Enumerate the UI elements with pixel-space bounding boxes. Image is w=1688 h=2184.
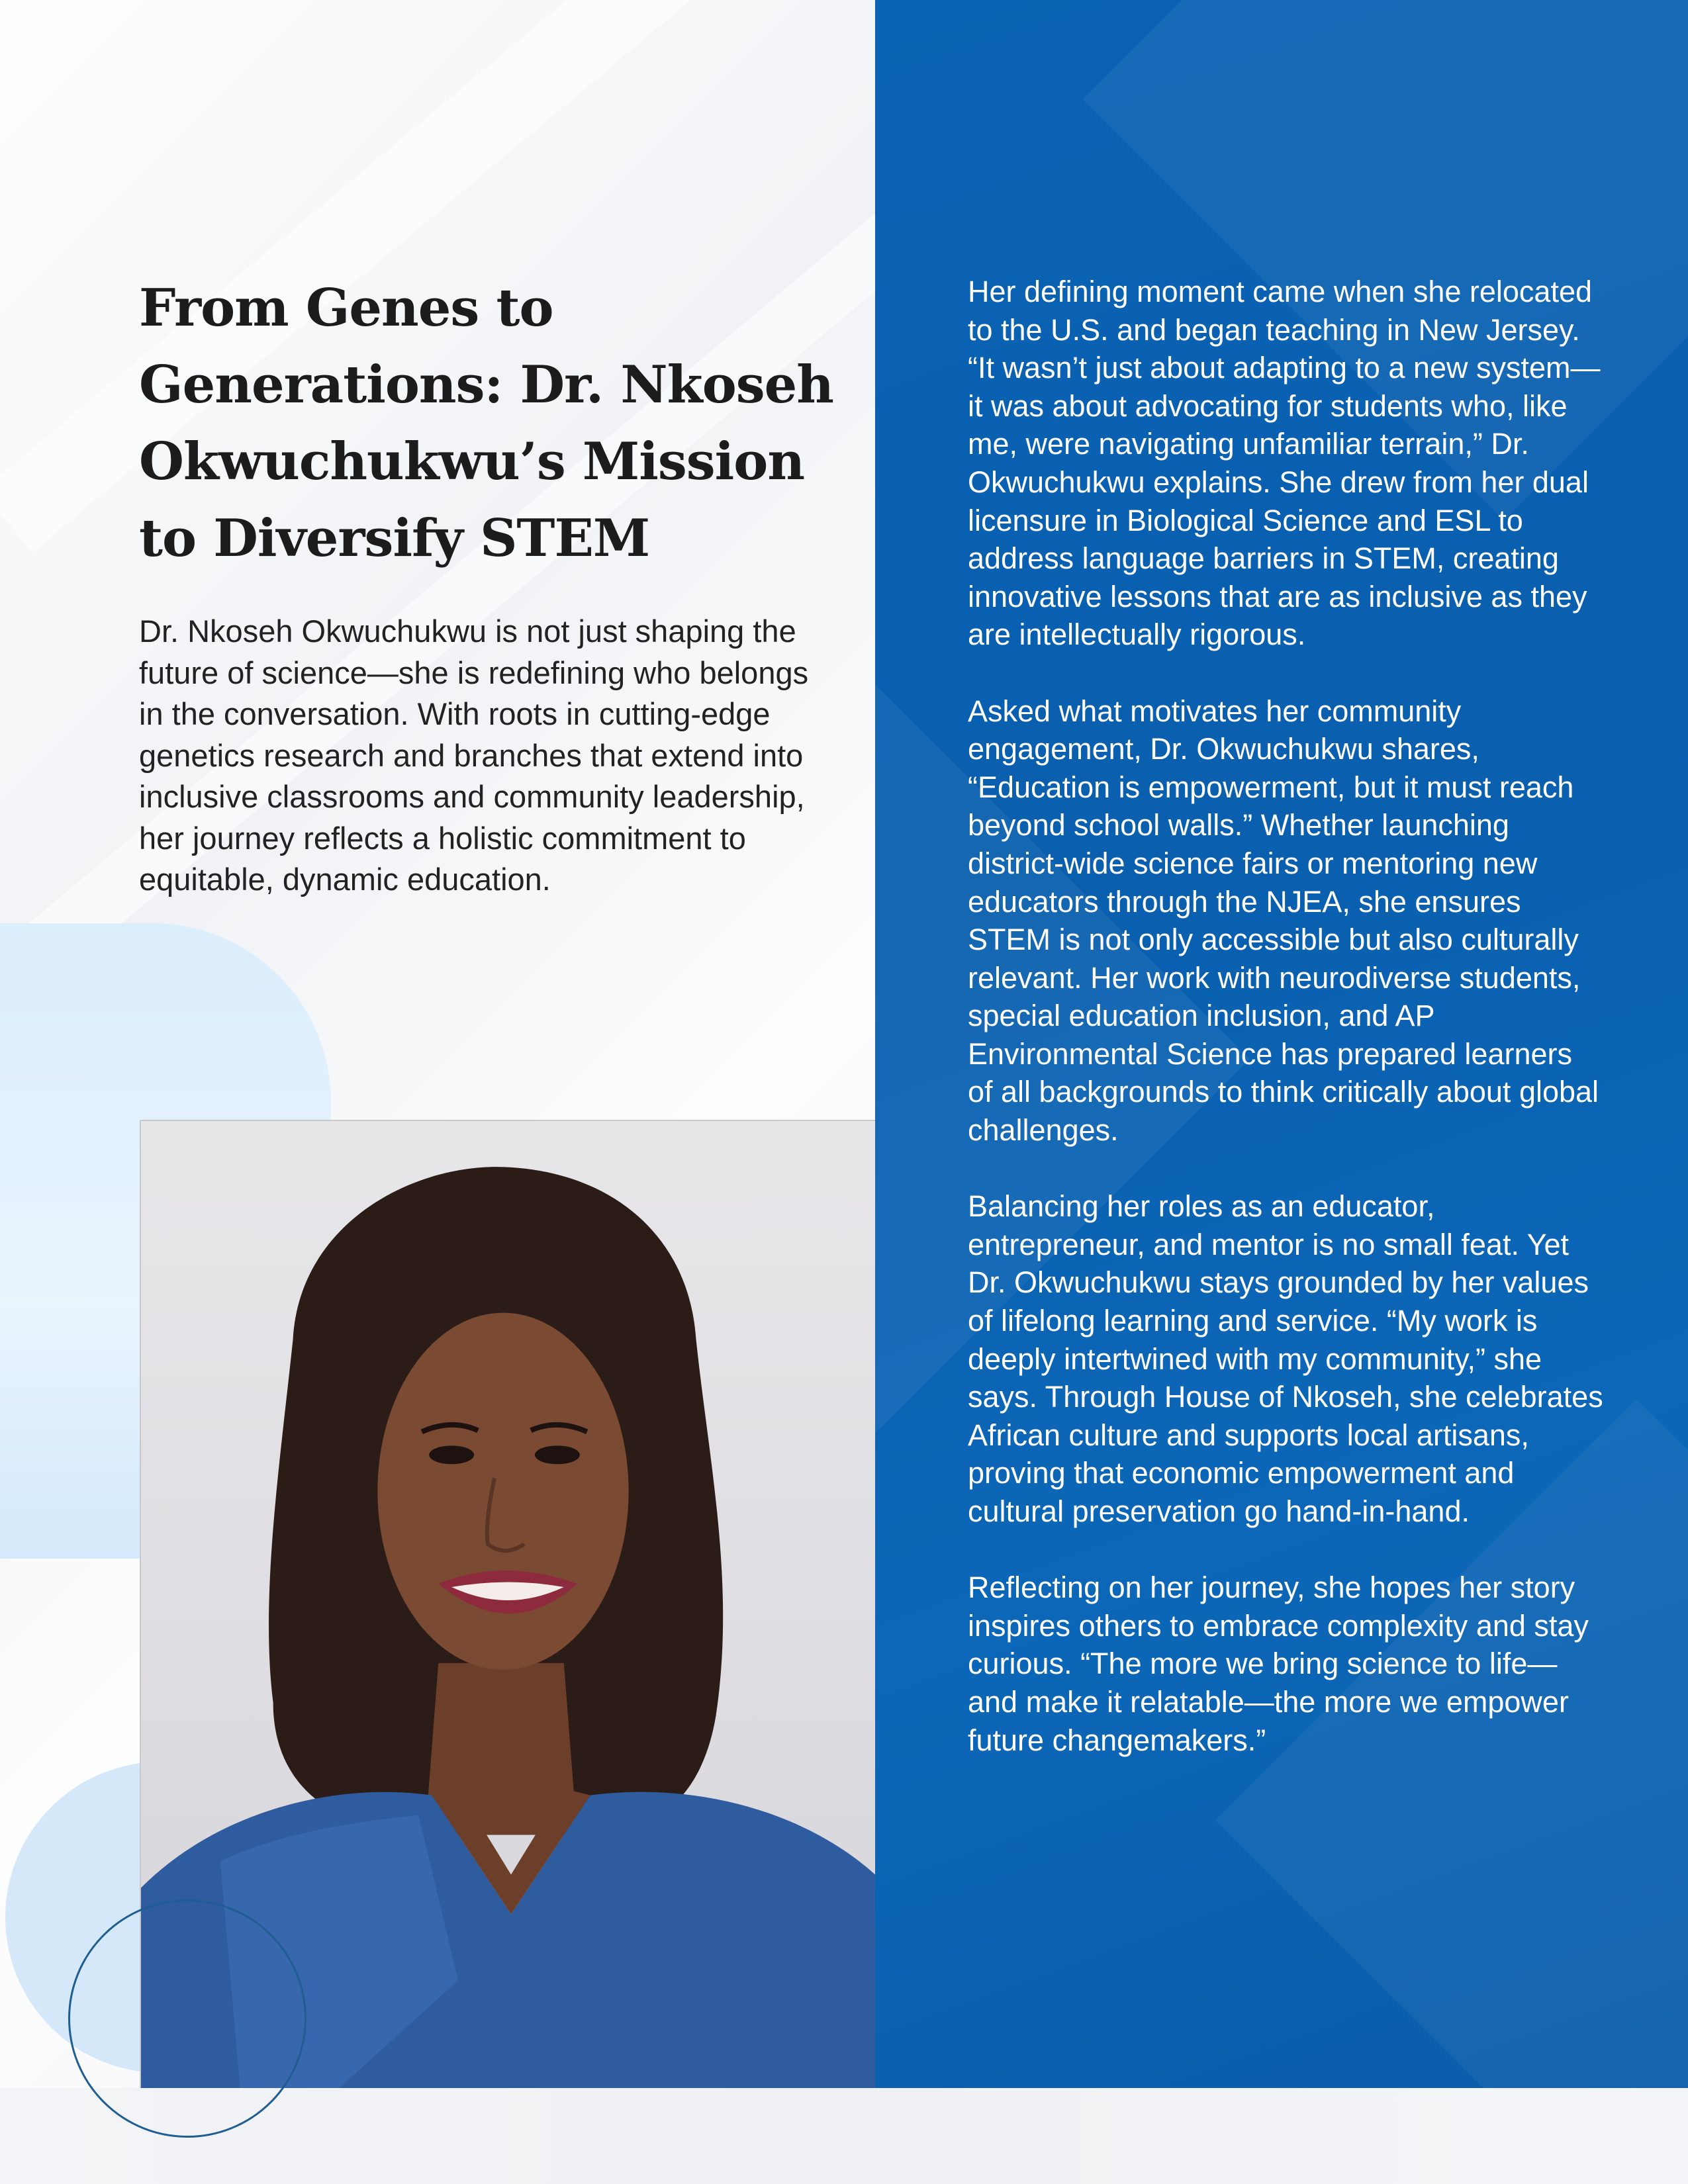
- article-headline: From Genes to Generations: Dr. Nkoseh Okwuchukwu’s Mission to Diversify STEM: [139, 278, 833, 569]
- body-paragraph: Asked what motivates her community engagement, Dr. Okwuchukwu shares, “Education is empowerment, but it must reach beyond school walls.” Whether launching district-wide science fairs or mentoring new educators through the NJEA, she ensures STEM is not only accessible but also culturally relevant. Her work with neurodiverse students, special education inclusion, and AP Environmental Science has prepared learners of all backgrounds to think critically about global challenges.: [968, 694, 1599, 1148]
- body-paragraph: Reflecting on her journey, she hopes her story inspires others to embrace complexity and stay curious. “The more we bring science to life—and make it relatable—the more we empower future changemakers.”: [968, 1570, 1589, 1757]
- body-paragraph: Her defining moment came when she relocated to the U.S. and began teaching in New Jersey. “It wasn’t just about adapting to a new system—it was about advocating for students who, like me, were navigating unfamiliar terrain,” Dr. Okwuchukwu explains. She drew from her dual licensure in Biological Science and ESL to address language barriers in STEM, creating innovative lessons that are as inclusive as they are intellectually rigorous.: [968, 275, 1601, 652]
- decorative-outline-circle: [68, 1899, 306, 2138]
- body-paragraph: Balancing her roles as an educator, entrepreneur, and mentor is no small feat. Yet Dr. Okwuchukwu stays grounded by her values of lifelong learning and service. “My work is deeply intertwined with my community,” she says. Through House of Nkoseh, she celebrates African culture and supports local artisans, proving that economic empowerment and cultural preservation go hand-in-hand.: [968, 1189, 1603, 1528]
- article-intro: Dr. Nkoseh Okwuchukwu is not just shaping the future of science—she is redefining who belongs in the conversation. With roots in cutting-edge genetics research and branches that extend into inclusive classrooms and community leadership, her journey reflects a holistic commitment to equitable, dynamic education.: [139, 614, 809, 897]
- article-body-column: [968, 273, 1603, 1797]
